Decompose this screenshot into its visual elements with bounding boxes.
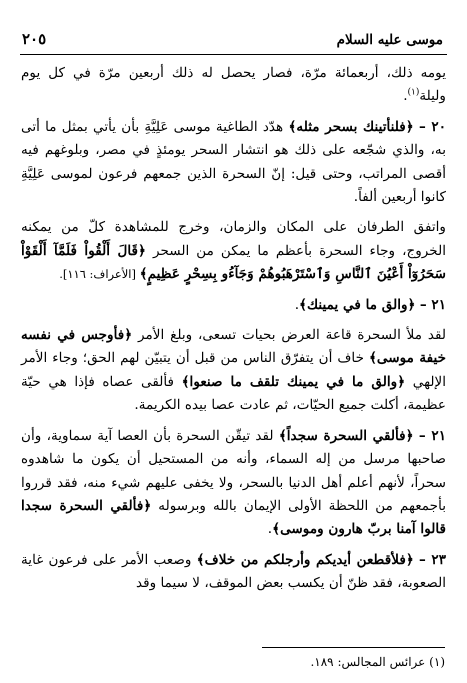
- paragraph-1-text: يومه ذلك، أربعمائة مرّة، فصار يحصل له ذلك أربعين مرّة في كل يوم وليلة: [21, 65, 446, 105]
- footnote-divider: [262, 647, 445, 648]
- section-number-21: ٢١ –: [419, 296, 446, 313]
- quran-quote: ﴿فأوجس في نفسه خيفة موسى﴾: [21, 327, 446, 367]
- quran-quote: ﴿فلنأتينك بسحر مثله﴾: [288, 118, 414, 135]
- paragraph-7-text: وصعب الأمر على فرعون غاية الصعوبة، فقد ظنّ أن يكسب بعض الموقف، لا سيما وقد: [21, 551, 446, 592]
- paragraph-6-tail: .: [267, 521, 273, 538]
- footnotes: [145, 654, 445, 670]
- paragraph-4-tail: .: [294, 296, 300, 313]
- paragraph-6: [21, 425, 446, 542]
- running-title: موسى عليه السلام: [336, 32, 443, 48]
- footnote-marker: (١): [407, 87, 420, 98]
- paragraph-2: [21, 116, 446, 210]
- page-number: ٢٠٥: [22, 30, 47, 48]
- page-header: [20, 28, 447, 55]
- quran-quote: ﴿فلأقطعن أيديكم وأرجلكم من خلاف﴾: [196, 551, 414, 568]
- paragraph-7: [21, 549, 446, 596]
- paragraph-5: [21, 324, 446, 418]
- quran-quote: ﴿والق ما في يمينك﴾: [299, 296, 416, 313]
- paragraph-5-text: لقد ملأ السحرة قاعة العرض بحيات تسعى، وبلغ الأمر: [132, 327, 446, 344]
- paragraph-3-text: واتفق الطرفان على المكان والزمان، وخرج للمشاهدة كلّ من يمكنه الخروج، وجاء السحرة بأعظم ما يمكن من السحر: [21, 219, 446, 259]
- paragraph-5-text: فألقى عصاه فإذا هي حيّة عظيمة، أكلت جميع الحيّات، ثم عادت عصا بيده الكريمة.: [21, 373, 446, 414]
- section-number-21b: ٢١ –: [418, 427, 446, 444]
- quran-quote: ﴿فألقي السحرة سجدا قالوا آمنا بربّ هارون وموسى﴾: [21, 497, 446, 538]
- section-number-23: ٢٣ –: [419, 551, 447, 568]
- paragraph-5-text: خاف أن يتفرّق الناس من قبل أن يتبيّن لهم الحق؛ وجاء الأمر الإلهي: [21, 350, 447, 390]
- page-body: [21, 62, 446, 596]
- paragraph-3: [21, 216, 446, 286]
- paragraph-4: [21, 294, 446, 317]
- footnote-1-text: عرائس المجالس: ١٨٩.: [310, 655, 426, 669]
- footnote-1-marker: (١): [429, 655, 445, 669]
- quran-quote: ﴿والق ما في يمينك تلقف ما صنعوا﴾: [181, 373, 406, 390]
- paragraph-6-text: لقد تيقّن السحرة بأن العصا آية سماوية، وأن صاحبها مرسل من إله السماء، وأنه من المستحيل أن يكون ما شاهدوه سحراً، لأنهم أعلم أهل الدنيا بالسحر، ولا يخفى عليهم شيء منه، فقد قرروا بأجمعهم من اللحظة الأولى الإيمان بالله وبرسوله: [21, 427, 446, 514]
- paragraph-2-text: هدّد الطاغية موسى عَلِيَّةِ بأن يأتي بمثل ما أتى به، والذي شجّعه على ذلك هو انتشار السحر يومئذٍ في مصر، وبلوغهم فيه أقصى المراتب، وحتى قيل: إنّ السحرة الذين جمعهم فرعون لموسى عَلِيَّةِ كانوا أربعين ألفاً.: [21, 118, 446, 206]
- paragraph-1: يومه ذلك، أربعمائة مرّة، فصار يحصل له ذلك أربعين مرّة في كل يوم وليلة$^{(١)}$.: [21, 65, 446, 105]
- section-number-20: ٢٠ –: [418, 118, 446, 135]
- quran-quote: ﴿فألقي السحرة سجداً﴾: [278, 427, 414, 444]
- quran-quote: ﴿قَالَ أَلْقُواْ فَلَمَّآ أَلْقَوْاْ سَحَرُوٓاْ أَعْيُنَ ٱلنَّاسِ وَٱسْتَرْهَبُوهُمْ وَجَآءُو بِسِحْرٍ عَظِيمٍ﴾: [21, 242, 446, 283]
- verse-reference: [الأعراف: ١١٦].: [59, 267, 140, 282]
